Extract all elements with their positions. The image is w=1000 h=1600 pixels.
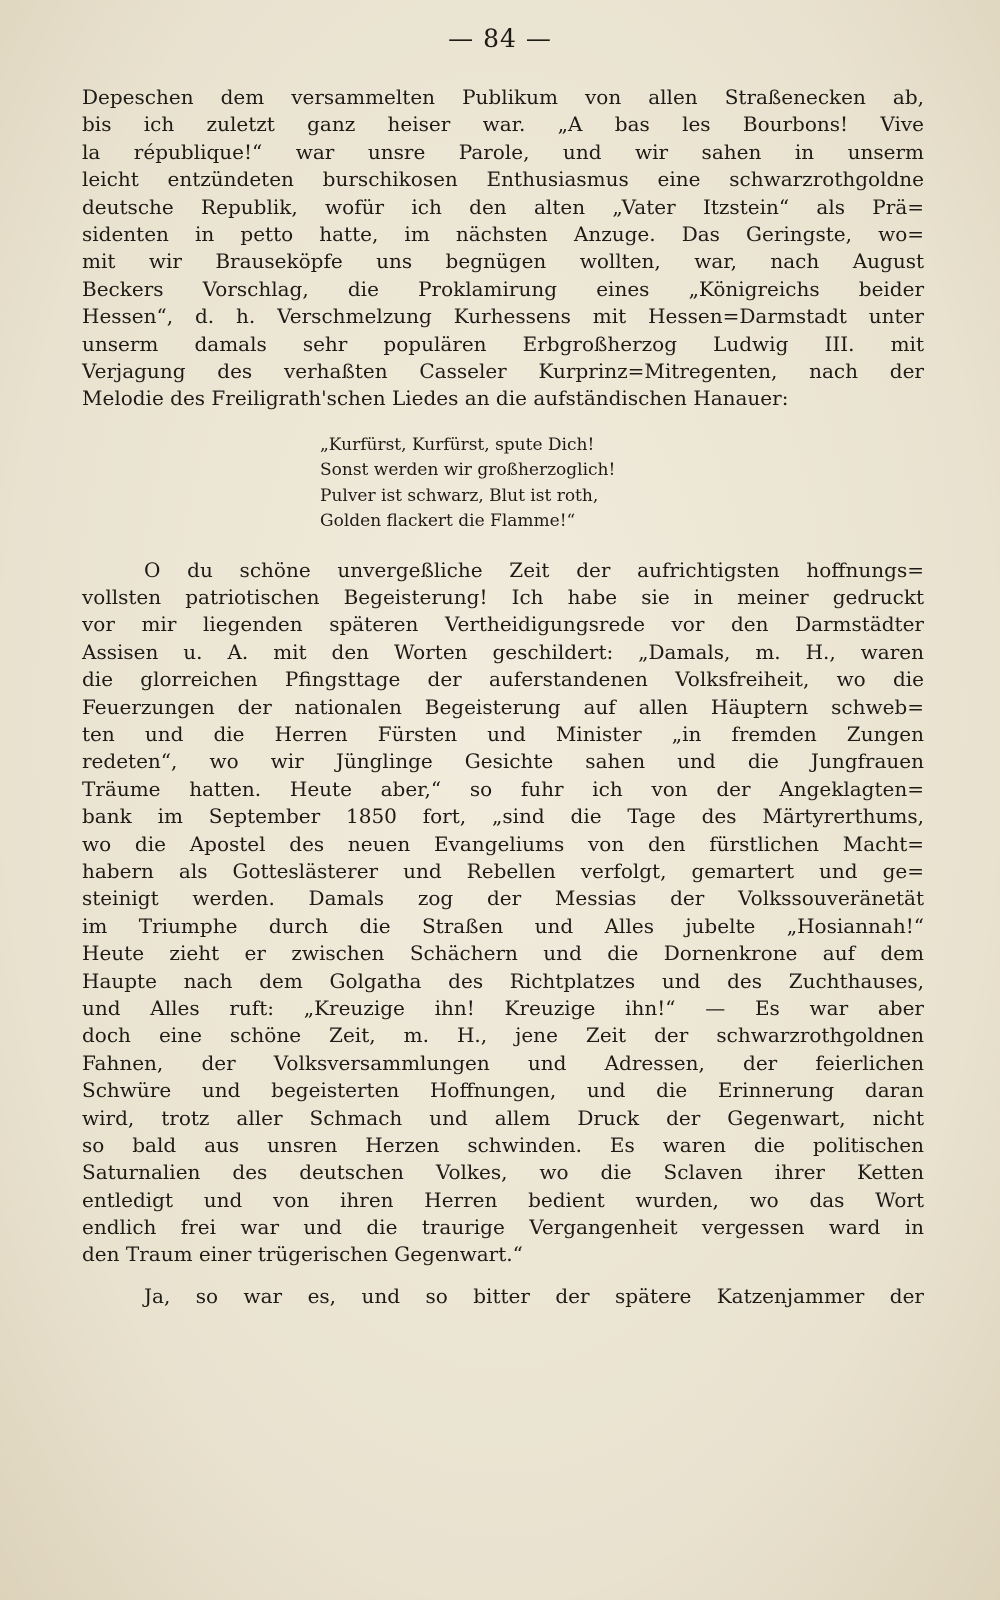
text-line: vor mir liegenden späteren Vertheidigungsrede vor den Darmstädter — [82, 612, 924, 637]
text-line: Feuerzungen der nationalen Begeisterung auf allen Häuptern schweb= — [82, 694, 924, 719]
body-text — [82, 84, 924, 1310]
poem-line: Pulver ist schwarz, Blut ist roth, — [320, 485, 599, 506]
poem-line: „Kurfürst, Kurfürst, spute Dich! — [320, 434, 595, 455]
poem-line: Golden flackert die Flamme!“ — [320, 511, 576, 532]
text-line: den Traum einer trügerischen Gegenwart.“ — [82, 1242, 523, 1267]
text-line: Melodie des Freiligrath'schen Liedes an die aufständischen Hanauer: — [82, 386, 789, 411]
text-line: vollsten patriotischen Begeisterung! Ich habe sie in meiner gedruckt — [82, 585, 924, 610]
text-line: la république!“ war unsre Parole, und wir sahen in unserm — [82, 139, 924, 164]
text-line: Saturnalien des deutschen Volkes, wo die Sclaven ihrer Ketten — [82, 1160, 924, 1185]
text-line: entledigt und von ihren Herren bedient wurden, wo das Wort — [82, 1187, 924, 1212]
text-line: Verjagung des verhaßten Casseler Kurprinz=Mitregenten, nach der — [82, 358, 924, 383]
text-line: steinigt werden. Damals zog der Messias der Volkssouveränetät — [82, 886, 924, 911]
text-line: redeten“, wo wir Jünglinge Gesichte sahen und die Jungfrauen — [82, 749, 924, 774]
text-line: so bald aus unsren Herzen schwinden. Es waren die politischen — [82, 1132, 924, 1157]
text-line: doch eine schöne Zeit, m. H., jene Zeit der schwarzrothgoldnen — [82, 1023, 924, 1048]
text-line: im Triumphe durch die Straßen und Alles jubelte „Hosiannah!“ — [82, 913, 924, 938]
text-line: mit wir Brauseköpfe uns begnügen wollten, war, nach August — [82, 249, 924, 274]
text-line: und Alles ruft: „Kreuzige ihn! Kreuzige ihn!“ — Es war aber — [82, 995, 924, 1020]
text-line: unserm damals sehr populären Erbgroßherzog Ludwig III. mit — [82, 331, 924, 356]
text-line: bis ich zuletzt ganz heiser war. „A bas les Bourbons! Vive — [82, 112, 924, 137]
text-line: habern als Gotteslästerer und Rebellen verfolgt, gemartert und ge= — [82, 858, 924, 883]
text-line: die glorreichen Pfingsttage der auferstandenen Volksfreiheit, wo die — [82, 667, 924, 692]
text-line: O du schöne unvergeßliche Zeit der aufrichtigsten hoffnungs= — [144, 557, 924, 582]
text-line: endlich frei war und die traurige Vergangenheit vergessen ward in — [82, 1215, 924, 1240]
paragraph-1 — [82, 84, 924, 413]
text-line: Heute zieht er zwischen Schächern und die Dornenkrone auf dem — [82, 941, 924, 966]
text-line: Schwüre und begeisterten Hoffnungen, und die Erinnerung daran — [82, 1078, 924, 1103]
poem-line: Sonst werden wir großherzoglich! — [320, 460, 616, 481]
text-line: Haupte nach dem Golgatha des Richtplatzes und des Zuchthauses, — [82, 968, 924, 993]
text-line: ten und die Herren Fürsten und Minister „in fremden Zungen — [82, 722, 924, 747]
text-line: Assisen u. A. mit den Worten geschildert: „Damals, m. H., waren — [82, 639, 924, 664]
text-line: Träume hatten. Heute aber,“ so fuhr ich von der Angeklagten= — [82, 776, 924, 801]
paragraph-2 — [82, 557, 924, 1269]
paragraph-3 — [82, 1283, 924, 1310]
text-line: Depeschen dem versammelten Publikum von allen Straßenecken ab, — [82, 85, 924, 109]
text-line: Fahnen, der Volksversammlungen und Adressen, der feierlichen — [82, 1050, 924, 1075]
text-line: Hessen“, d. h. Verschmelzung Kurhessens mit Hessen=Darmstadt unter — [82, 304, 924, 329]
text-line: leicht entzündeten burschikosen Enthusiasmus eine schwarzrothgoldne — [82, 167, 924, 192]
text-line: Beckers Vorschlag, die Proklamirung eines „Königreichs beider — [82, 276, 924, 301]
text-line: wo die Apostel des neuen Evangeliums von den fürstlichen Macht= — [82, 831, 924, 856]
text-line: deutsche Republik, wofür ich den alten „Vater Itzstein“ als Prä= — [82, 194, 924, 219]
paragraph-gap — [82, 1269, 924, 1283]
page-number: — 84 — — [448, 24, 552, 53]
text-line: wird, trotz aller Schmach und allem Druck der Gegenwart, nicht — [82, 1105, 924, 1130]
text-line: sidenten in petto hatte, im nächsten Anzuge. Das Geringste, wo= — [82, 221, 924, 246]
text-line: Ja, so war es, und so bitter der spätere Katzenjammer der — [144, 1283, 924, 1308]
poem-quote — [82, 433, 924, 535]
text-line: bank im September 1850 fort, „sind die Tage des Märtyrerthums, — [82, 804, 924, 829]
